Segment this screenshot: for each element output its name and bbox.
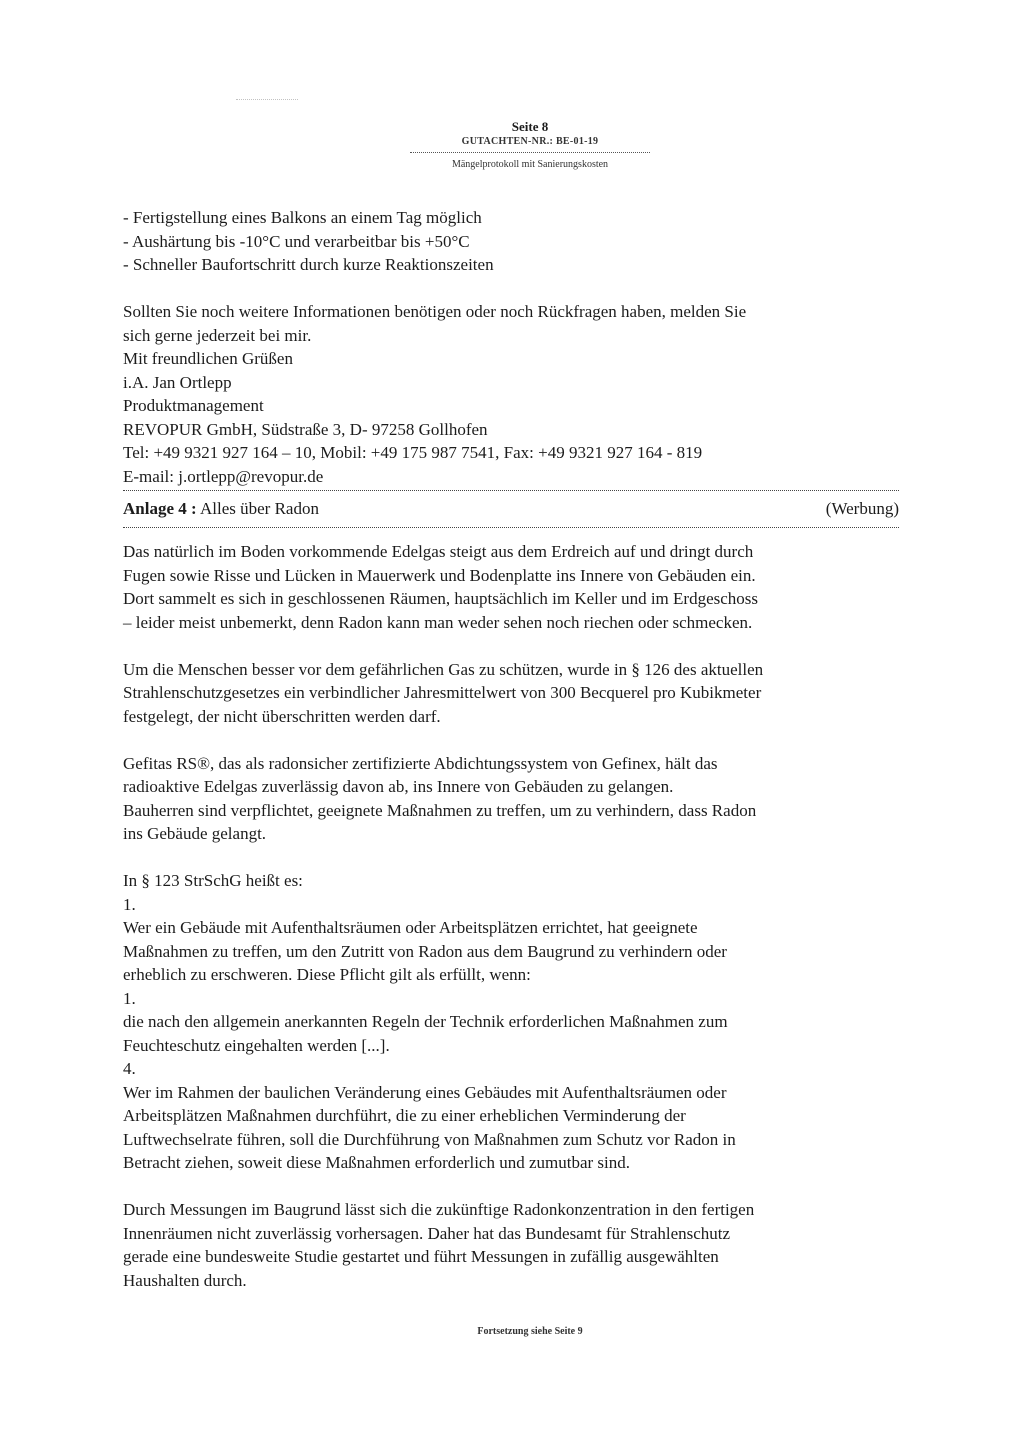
text-line: Wer ein Gebäude mit Aufenthaltsräumen oder Arbeitsplätzen errichtet, hat geeignete xyxy=(123,918,698,937)
attachment-label: Anlage 4 : xyxy=(123,499,197,518)
attachment-title xyxy=(123,493,319,525)
text-line: Um die Menschen besser vor dem gefährlichen Gas zu schützen, wurde in § 126 des aktuellen xyxy=(123,659,764,679)
bullet-list xyxy=(123,206,899,277)
bullet-item: - Aushärtung bis -10°C und verarbeitbar bis +50°C xyxy=(123,231,470,251)
text-line: i.A. Jan Ortlepp xyxy=(123,372,232,392)
scan-mark xyxy=(236,99,298,103)
text-line: Das natürlich im Boden vorkommende Edelgas steigt aus dem Erdreich auf und dringt durch xyxy=(123,542,754,561)
attachment-name: Alles über Radon xyxy=(199,499,319,518)
email-line: E-mail: j.ortlepp@revopur.de xyxy=(123,466,324,486)
paragraph-4 xyxy=(123,869,899,1175)
text-line: Arbeitsplätzen Maßnahmen durchführt, die zu einer erheblichen Verminderung der xyxy=(123,1106,686,1125)
text-line: Wer im Rahmen der baulichen Veränderung eines Gebäudes mit Aufenthaltsräumen oder xyxy=(123,1082,727,1102)
text-line: erheblich zu erschweren. Diese Pflicht gilt als erfüllt, wenn: xyxy=(123,965,531,984)
text-line: sich gerne jederzeit bei mir. xyxy=(123,325,312,345)
text-line: festgelegt, der nicht überschritten werden darf. xyxy=(123,706,441,726)
text-line: Sollten Sie noch weitere Informationen benötigen oder noch Rückfragen haben, melden Sie xyxy=(123,302,747,321)
list-number: 1. xyxy=(123,894,136,914)
text-line: Produktmanagement xyxy=(123,396,264,415)
text-line: Dort sammelt es sich in geschlossenen Räumen, hauptsächlich im Keller und im Erdgeschoss xyxy=(123,589,759,608)
bullet-item: - Fertigstellung eines Balkons an einem Tag möglich xyxy=(123,208,482,227)
text-line: Strahlenschutzgesetzes ein verbindlicher Jahresmittelwert von 300 Becquerel pro Kubikmeter xyxy=(123,683,762,702)
text-line: Innenräumen nicht zuverlässig vorhersagen. Daher hat das Bundesamt für Strahlenschutz xyxy=(123,1223,731,1243)
paragraph-3 xyxy=(123,752,899,846)
text-line: Luftwechselrate führen, soll die Durchführung von Maßnahmen zum Schutz vor Radon in xyxy=(123,1129,736,1149)
bullet-item: - Schneller Baufortschritt durch kurze Reaktionszeiten xyxy=(123,255,494,274)
text-line: ins Gebäude gelangt. xyxy=(123,824,267,843)
paragraph-1 xyxy=(123,540,899,634)
text-line: Fugen sowie Risse und Lücken in Mauerwerk und Bodenplatte ins Innere von Gebäuden ein. xyxy=(123,565,756,585)
text-line: Durch Messungen im Baugrund lässt sich die zukünftige Radonkonzentration in den fertigen xyxy=(123,1200,755,1219)
attachment-heading xyxy=(123,493,899,525)
text-line: REVOPUR GmbH, Südstraße 3, D- 97258 Gollhofen xyxy=(123,419,488,439)
text-line: – leider meist unbemerkt, denn Radon kann man weder sehen noch riechen oder schmecken. xyxy=(123,612,753,632)
header-divider xyxy=(410,152,650,153)
text-line: Maßnahmen zu treffen, um den Zutritt von Radon aus dem Baugrund zu verhindern oder xyxy=(123,941,727,961)
page-content xyxy=(123,206,899,1292)
text-line: Mit freundlichen Grüßen xyxy=(123,349,293,368)
text-line: In § 123 StrSchG heißt es: xyxy=(123,871,303,890)
text-line: Haushalten durch. xyxy=(123,1270,247,1290)
advertising-tag: (Werbung) xyxy=(825,499,899,518)
report-number: GUTACHTEN-NR.: BE-01-19 xyxy=(461,136,599,147)
text-line: Gefitas RS®, das als radonsicher zertifizierte Abdichtungssystem von Gefinex, hält das xyxy=(123,753,718,773)
text-line: Tel: +49 9321 927 164 – 10, Mobil: +49 175 987 7541, Fax: +49 9321 927 164 - 819 xyxy=(123,443,703,462)
text-line: Betracht ziehen, soweit diese Maßnahmen erforderlich und zumutbar sind. xyxy=(123,1153,630,1172)
closing-block xyxy=(123,300,899,488)
paragraph-2 xyxy=(123,658,899,729)
header-subtitle: Mängelprotokoll mit Sanierungskosten xyxy=(451,159,609,170)
paragraph-5 xyxy=(123,1198,899,1292)
text-line: Feuchteschutz eingehalten werden [...]. xyxy=(123,1035,390,1055)
list-number: 1. xyxy=(123,988,136,1008)
page-header xyxy=(380,118,680,172)
text-line: die nach den allgemein anerkannten Regeln der Technik erforderlichen Maßnahmen zum xyxy=(123,1012,728,1031)
text-line: radioaktive Edelgas zuverlässig davon ab, ins Innere von Gebäuden zu gelangen. xyxy=(123,777,674,796)
list-number: 4. xyxy=(123,1059,136,1078)
text-line: Bauherren sind verpflichtet, geeignete Maßnahmen zu treffen, um zu verhindern, dass Radon xyxy=(123,800,757,820)
continuation-note: Fortsetzung siehe Seite 9 xyxy=(477,1326,583,1337)
section-divider-top xyxy=(123,490,899,491)
section-divider-bottom xyxy=(123,527,899,528)
text-line: gerade eine bundesweite Studie gestartet und führt Messungen in zufällig ausgewählten xyxy=(123,1247,719,1266)
page-number: Seite 8 xyxy=(511,119,549,134)
